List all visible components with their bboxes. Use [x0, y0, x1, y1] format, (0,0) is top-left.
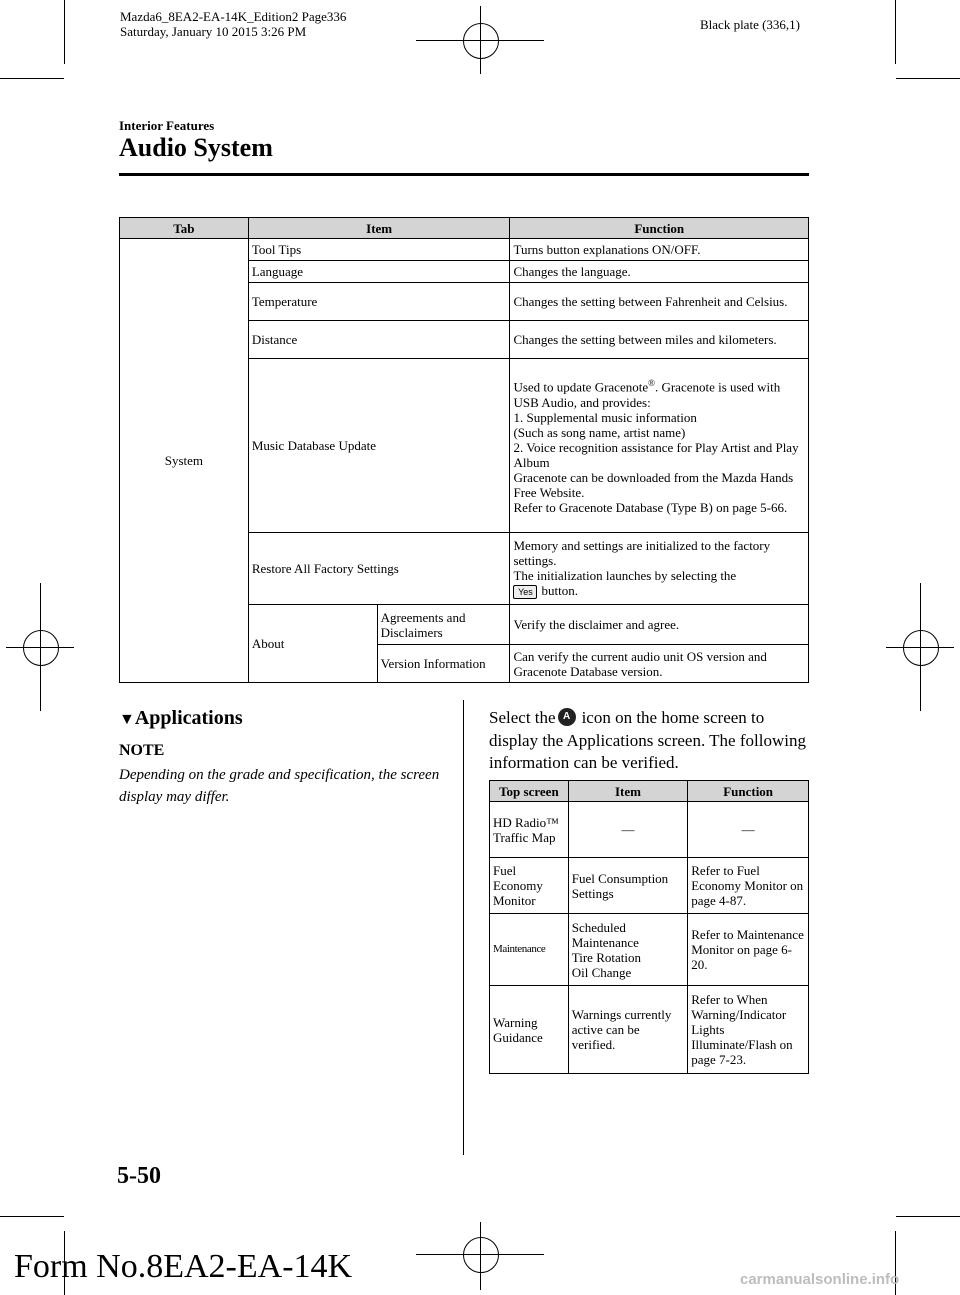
function-cell: Changes the language.	[510, 261, 809, 283]
header-function: Function	[510, 218, 809, 239]
item-cell	[568, 914, 687, 986]
yes-button-icon: Yes	[513, 585, 537, 599]
applications-table	[489, 780, 809, 1074]
item-cell: Distance	[248, 321, 510, 359]
watermark: carmanualsonline.info	[740, 1271, 900, 1288]
top-screen-cell: Fuel Economy Monitor	[490, 858, 569, 914]
function-cell: Changes the setting between miles and kilometers.	[510, 321, 809, 359]
function-lead: Used to update Gracenote	[513, 379, 649, 395]
item-cell: Restore All Factory Settings	[248, 533, 510, 605]
table-row	[490, 986, 809, 1074]
function-line: The initialization launches by selecting the	[513, 567, 737, 583]
function-line: button.	[541, 582, 578, 598]
top-screen-cell: HD Radio™ Traffic Map	[490, 802, 569, 858]
function-rest: . Gracenote is used with USB Audio, and provides:	[513, 379, 781, 410]
subitem-cell: Version Information	[377, 645, 510, 683]
applications-heading-text: Applications	[134, 707, 243, 729]
table-row	[490, 858, 809, 914]
header-top-screen: Top screen	[490, 781, 569, 802]
applications-intro	[489, 707, 811, 774]
function-cell: Refer to When Warning/Indicator Lights Illuminate/Flash on page 7-23.	[688, 986, 809, 1074]
applications-icon: A	[558, 708, 576, 726]
page-title: Audio System	[119, 133, 273, 162]
triangle-marker-icon: ▼	[119, 711, 135, 728]
item-line: Tire Rotation	[571, 949, 641, 965]
print-file-info: Mazda6_8EA2-EA-14K_Edition2 Page336	[120, 9, 347, 24]
function-line: (Such as song name, artist name)	[513, 424, 686, 440]
function-line: 1. Supplemental music information	[513, 409, 697, 425]
table-row	[120, 239, 809, 261]
function-cell: Changes the setting between Fahrenheit and Celsius.	[510, 283, 809, 321]
registered-mark: ®	[648, 378, 655, 389]
item-cell-about: About	[248, 605, 377, 683]
item-cell: Music Database Update	[248, 359, 510, 533]
table-header-row	[490, 781, 809, 802]
function-cell: Turns button explanations ON/OFF.	[510, 239, 809, 261]
function-cell: Refer to Maintenance Monitor on page 6-20.	[688, 914, 809, 986]
intro-before-icon: Select the	[489, 708, 556, 727]
note-text: Depending on the grade and specification, the screen display may differ.	[119, 767, 440, 805]
function-line: 2. Voice recognition assistance for Play Artist and Play Album	[513, 439, 799, 470]
top-screen-cell: Maintenance	[490, 914, 569, 986]
function-cell	[510, 533, 809, 605]
header-function: Function	[688, 781, 809, 802]
note-label: NOTE	[119, 742, 165, 759]
function-line: Refer to Gracenote Database (Type B) on page 5-66.	[513, 499, 788, 515]
item-cell: Tool Tips	[248, 239, 510, 261]
print-date-info: Saturday, January 10 2015 3:26 PM	[120, 24, 307, 39]
item-cell: Fuel Consumption Settings	[568, 858, 687, 914]
table-row	[490, 914, 809, 986]
table-header-row	[120, 218, 809, 239]
function-cell: —	[688, 802, 809, 858]
title-rule	[119, 173, 809, 176]
subitem-cell: Agreements and Disclaimers	[377, 605, 510, 645]
form-number: Form No.8EA2-EA-14K	[14, 1248, 353, 1285]
item-cell: Temperature	[248, 283, 510, 321]
item-line: Scheduled Maintenance	[571, 919, 639, 950]
tab-cell-system: System	[120, 239, 249, 683]
item-cell: —	[568, 802, 687, 858]
plate-info: Black plate (336,1)	[700, 17, 800, 32]
header-item: Item	[568, 781, 687, 802]
function-cell: Refer to Fuel Economy Monitor on page 4-87.	[688, 858, 809, 914]
item-line: Oil Change	[571, 964, 632, 980]
applications-heading	[119, 705, 243, 733]
top-screen-cell: Warning Guidance	[490, 986, 569, 1074]
item-cell: Warnings currently active can be verified.	[568, 986, 687, 1074]
header-tab: Tab	[120, 218, 249, 239]
item-cell: Language	[248, 261, 510, 283]
page-number: 5-50	[117, 1163, 161, 1189]
section-category: Interior Features	[119, 118, 215, 133]
system-settings-table	[119, 217, 809, 683]
function-line: Memory and settings are initialized to the factory settings.	[513, 537, 771, 568]
function-cell: Can verify the current audio unit OS version and Gracenote Database version.	[510, 645, 809, 683]
function-line: Gracenote can be downloaded from the Mazda Hands Free Website.	[513, 469, 794, 500]
column-divider	[463, 700, 464, 1155]
function-cell	[510, 359, 809, 533]
intro-after-icon: icon on the home screen to display the Applications screen. The following information can be verified.	[489, 708, 806, 773]
function-cell: Verify the disclaimer and agree.	[510, 605, 809, 645]
header-item: Item	[248, 218, 510, 239]
table-row	[490, 802, 809, 858]
